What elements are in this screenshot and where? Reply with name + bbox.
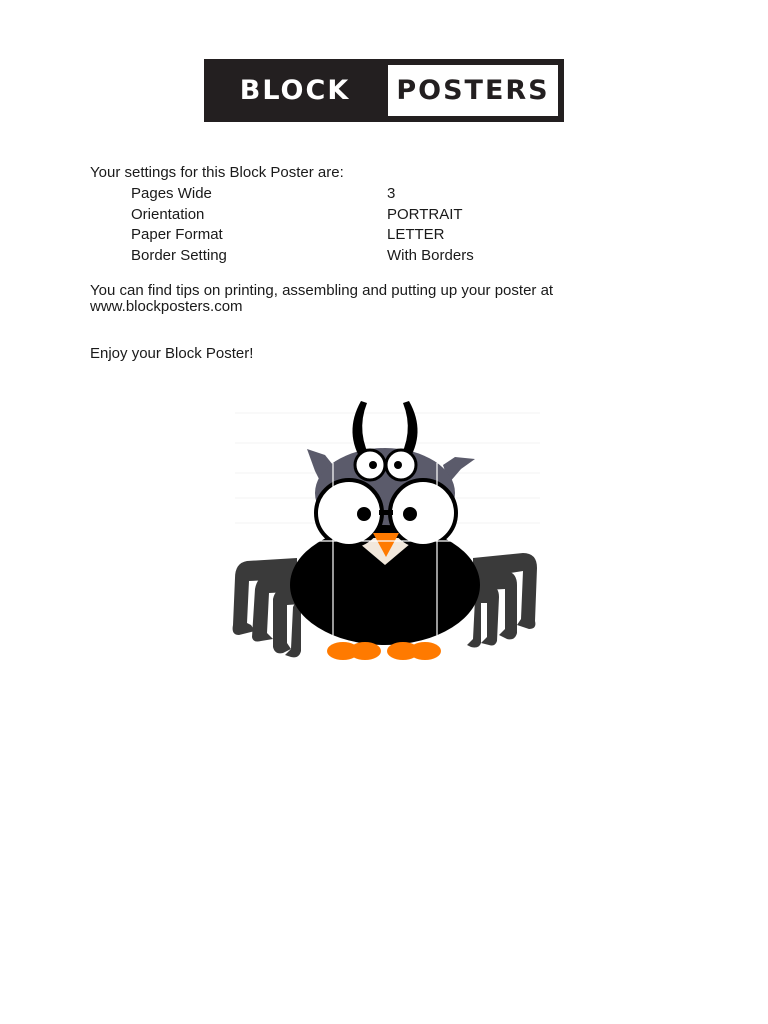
- logo-word-posters: POSTERS: [388, 65, 558, 116]
- setting-label-pages-wide: Pages Wide: [131, 185, 212, 202]
- owl-spider-poster-preview: [225, 393, 545, 663]
- setting-value-paper-format: LETTER: [387, 226, 445, 243]
- logo-word-block: BLOCK: [239, 75, 351, 106]
- tips-text: You can find tips on printing, assembling and putting up your poster at: [90, 282, 554, 299]
- block-posters-logo: [204, 59, 564, 122]
- tips-paragraph: [90, 283, 553, 315]
- settings-intro: Your settings for this Block Poster are:: [90, 164, 344, 181]
- setting-label-orientation: Orientation: [131, 206, 205, 223]
- enjoy-message: Enjoy your Block Poster!: [90, 345, 254, 362]
- setting-value-orientation: PORTRAIT: [387, 206, 463, 223]
- website-link[interactable]: www.blockposters.com: [90, 298, 243, 315]
- setting-value-pages-wide: 3: [387, 185, 396, 202]
- setting-label-paper-format: Paper Format: [131, 226, 223, 243]
- setting-label-border-setting: Border Setting: [131, 247, 227, 264]
- setting-value-border-setting: With Borders: [387, 247, 474, 264]
